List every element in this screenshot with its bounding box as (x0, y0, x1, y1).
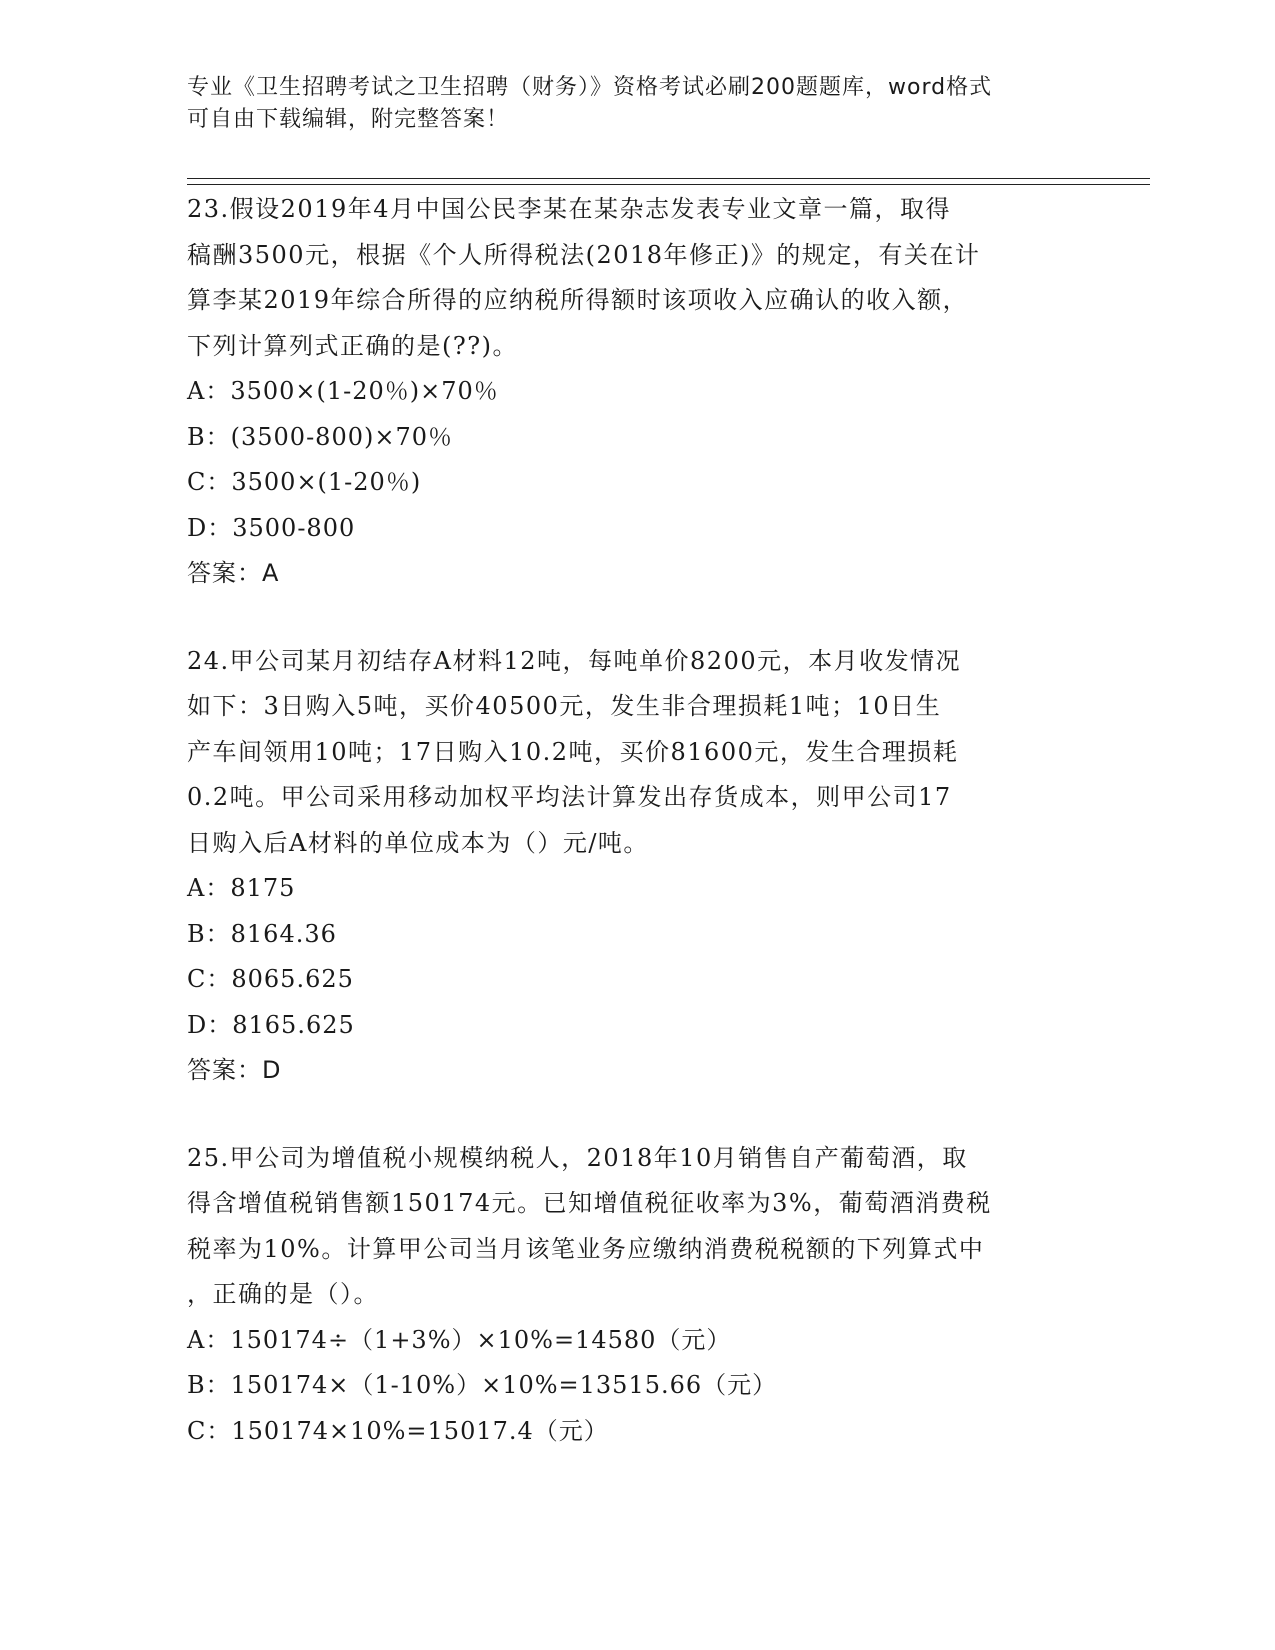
question-stem-line: 0.2吨。甲公司采用移动加权平均法计算发出存货成本，则甲公司17 (187, 783, 952, 811)
question-stem-line: 23.假设2019年4月中国公民李某在某杂志发表专业文章一篇，取得 (187, 195, 952, 223)
question-stem-line: 算李某2019年综合所得的应纳税所得额时该项收入应确认的收入额， (187, 286, 969, 314)
header-divider-top (187, 178, 1150, 179)
question-stem-line: 25.甲公司为增值税小规模纳税人，2018年10月销售自产葡萄酒，取 (187, 1143, 968, 1172)
question-stem-line: 下列计算列式正确的是(??)。 (187, 331, 518, 360)
answer-line: 答案：D (187, 1056, 282, 1084)
option-c: C：3500×(1-20％) (187, 468, 422, 496)
option-b: B：(3500-800)×70％ (187, 422, 454, 451)
question-25 (187, 1136, 1087, 1455)
option-d: D：8165.625 (187, 1010, 355, 1039)
answer-line: 答案：A (187, 559, 280, 587)
question-stem-line: 稿酬3500元，根据《个人所得税法(2018年修正)》的规定，有关在计 (187, 240, 981, 269)
question-stem-line: 产车间领用10吨；17日购入10.2吨，买价81600元，发生合理损耗 (187, 737, 959, 766)
option-a: A：3500×(1-20％)×70％ (187, 377, 499, 405)
question-list (187, 187, 1087, 1454)
question-stem-line: 得含增值税销售额150174元。已知增值税征收率为3%，葡萄酒消费税 (187, 1189, 992, 1217)
option-a: A：150174÷（1+3%）×10%=14580（元） (187, 1325, 732, 1354)
question-stem-line: 如下：3日购入5吨，买价40500元，发生非合理损耗1吨；10日生 (187, 692, 942, 720)
question-spacer (187, 597, 1087, 639)
question-23 (187, 187, 1087, 597)
question-stem-line: ，正确的是（）。 (187, 1280, 379, 1308)
question-stem-line: 24.甲公司某月初结存A材料12吨，每吨单价8200元，本月收发情况 (187, 646, 962, 675)
option-d: D：3500-800 (187, 513, 356, 542)
option-b: B：8164.36 (187, 919, 337, 948)
option-c: C：8065.625 (187, 965, 354, 993)
header-line-1: 专业《卫生招聘考试之卫生招聘（财务）》资格考试必刷200题题库，word格式 (187, 75, 993, 100)
option-b: B：150174×（1-10%）×10%=13515.66（元） (187, 1371, 778, 1399)
header-line-2: 可自由下载编辑，附完整答案！ (187, 107, 510, 132)
question-24 (187, 639, 1087, 1094)
option-a: A：8175 (187, 874, 296, 902)
question-stem-line: 税率为10%。计算甲公司当月该笔业务应缴纳消费税税额的下列算式中 (187, 1234, 985, 1263)
document-header (187, 72, 1087, 136)
header-divider-bottom (187, 184, 1150, 185)
option-c: C：150174×10%=15017.4（元） (187, 1416, 609, 1445)
question-stem-line: 日购入后A材料的单位成本为（）元/吨。 (187, 828, 649, 857)
question-spacer (187, 1094, 1087, 1136)
